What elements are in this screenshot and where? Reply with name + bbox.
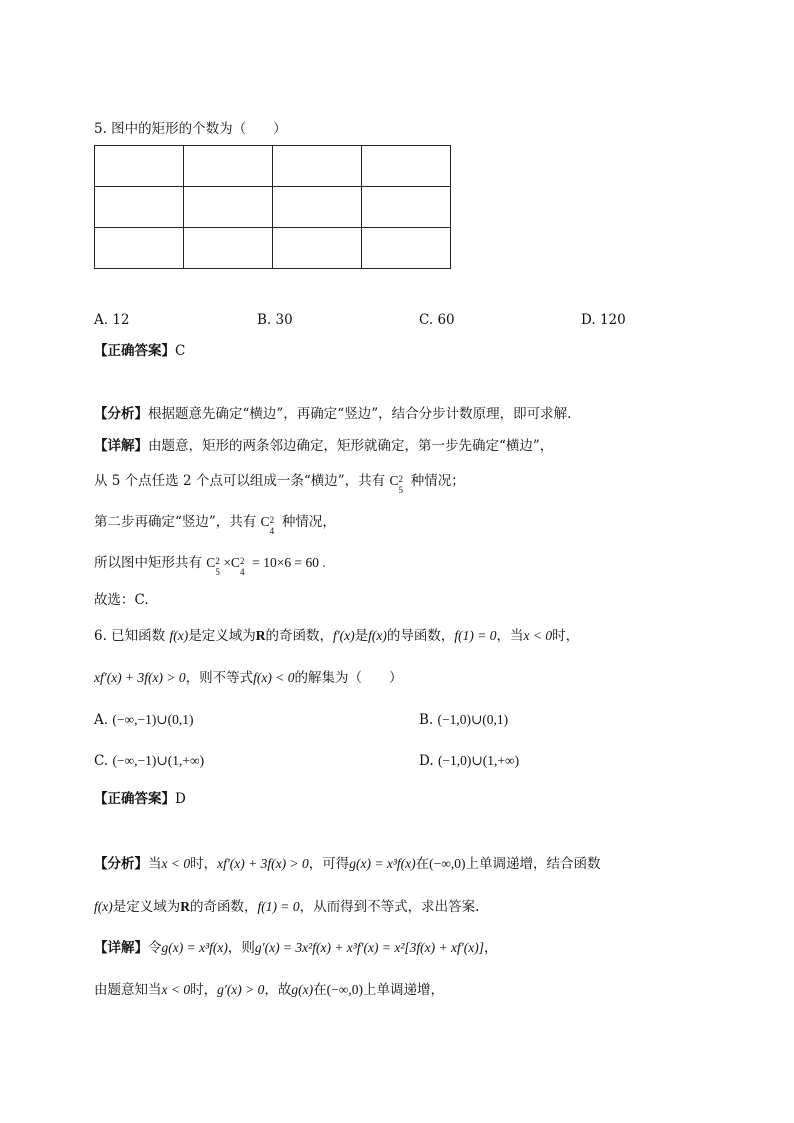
option-key: B. xyxy=(257,312,276,328)
stem-text: 的导函数， xyxy=(386,628,455,644)
stem-text: 时， xyxy=(552,628,580,644)
grid-cell xyxy=(273,146,362,187)
option-text: (−1,0)∪(1,+∞) xyxy=(437,753,520,768)
math-condition: xf′(x) + 3f(x) > 0 xyxy=(217,856,309,871)
grid-cell xyxy=(184,146,273,187)
q5-detail-line-3 xyxy=(94,512,336,536)
detail-text: 时， xyxy=(190,982,218,998)
math-x-lt-0: x < 0 xyxy=(161,982,191,997)
q5-detail-line-4 xyxy=(94,553,326,577)
q5-analysis xyxy=(94,404,571,424)
stem-text: ，当 xyxy=(496,628,524,644)
q5-option-d xyxy=(581,310,626,330)
q6-option-a xyxy=(94,710,194,730)
analysis-label: 【分析】 xyxy=(94,856,148,872)
detail-text: ，则 xyxy=(227,940,255,956)
option-key: D. xyxy=(419,753,434,769)
detail-text: 由题意，矩形的两条邻边确定，矩形就确定，第一步先确定“横边”， xyxy=(148,438,554,454)
detail-text: 在 xyxy=(313,982,327,998)
option-key: D. xyxy=(581,312,600,328)
analysis-label: 【分析】 xyxy=(94,406,148,422)
detail-text: 所以图中矩形共有 xyxy=(94,555,202,571)
stem-text: 是定义域为 xyxy=(188,628,256,644)
option-text: (−∞,−1)∪(1,+∞) xyxy=(112,753,205,768)
detail-text: 令 xyxy=(148,940,162,956)
stem-text: ，则不等式 xyxy=(185,670,254,686)
q6-option-d xyxy=(419,751,519,771)
math-f1: f(1) = 0 xyxy=(454,628,497,643)
option-key: B. xyxy=(419,712,434,728)
option-text: (−∞,−1)∪(0,1) xyxy=(112,712,194,727)
detail-label: 【详解】 xyxy=(94,940,148,956)
answer-label: 【正确答案】 xyxy=(94,343,175,359)
q5-answer xyxy=(94,341,185,361)
option-text: 30 xyxy=(275,312,293,328)
option-key: A. xyxy=(94,312,113,328)
detail-text: ， xyxy=(483,940,498,956)
stem-text: 是 xyxy=(354,628,369,644)
math-fpx: f′(x) xyxy=(332,628,355,643)
grid-cell xyxy=(273,187,362,228)
analysis-text: 在 xyxy=(415,856,430,872)
q5-conclusion: 故选：C. xyxy=(94,592,149,608)
math-fx: f(x) xyxy=(94,899,113,914)
grid-cell xyxy=(95,228,184,269)
detail-label: 【详解】 xyxy=(94,438,148,454)
math-f1: f(1) = 0 xyxy=(257,899,300,914)
math-x-lt-0: x < 0 xyxy=(161,856,191,871)
q5-detail-line-2 xyxy=(94,471,465,495)
math-inequality: f(x) < 0 xyxy=(253,670,295,685)
math-fx: f(x) xyxy=(169,628,189,643)
option-key: A. xyxy=(94,712,109,728)
stem-text: 的奇函数， xyxy=(265,628,333,644)
math-gx: g(x) xyxy=(291,982,314,997)
grid-cell xyxy=(273,228,362,269)
math-derivative: g′(x) = 3x²f(x) + x³f′(x) = x²[3f(x) + xf′(x)] xyxy=(254,940,484,955)
detail-text: 从 5 个点任选 2 个点可以组成一条“横边”，共有 xyxy=(94,473,386,489)
detail-text: 种情况， xyxy=(281,514,336,530)
math-gx: g(x) = x³f(x) xyxy=(349,856,416,871)
option-text: 60 xyxy=(437,312,455,328)
q6-stem-line-2 xyxy=(94,668,402,688)
option-key: C. xyxy=(94,753,109,769)
grid-cell xyxy=(362,228,451,269)
detail-text: 种情况； xyxy=(410,473,465,489)
detail-text: = 10×6 = 60 . xyxy=(252,555,326,570)
detail-text: 第二步再确定“竖边”，共有 xyxy=(94,514,257,530)
combination-c42: C 2 4 xyxy=(260,514,275,536)
q6-analysis-line-1 xyxy=(94,854,600,874)
analysis-text: 的奇函数， xyxy=(189,899,258,915)
detail-text: 上单调递增， xyxy=(363,982,444,998)
q6-detail-line-1 xyxy=(94,938,497,958)
q6-answer xyxy=(94,789,186,809)
math-gpx: g′(x) > 0 xyxy=(217,982,265,997)
q5-detail-line-1 xyxy=(94,436,553,456)
analysis-text: 时， xyxy=(190,856,218,872)
math-R: R xyxy=(255,628,266,643)
combination-c52: C 2 5 xyxy=(389,473,403,495)
detail-text: ，故 xyxy=(264,982,292,998)
q5-option-a xyxy=(94,310,130,330)
grid-cell xyxy=(184,187,273,228)
analysis-text: ，从而得到不等式，求出答案. xyxy=(299,899,480,915)
math-gx: g(x) = x³f(x) xyxy=(161,940,228,955)
grid-cell xyxy=(184,228,273,269)
answer-value: D xyxy=(175,791,186,807)
option-text: 120 xyxy=(599,312,626,328)
math-condition: xf′(x) + 3f(x) > 0 xyxy=(94,670,186,685)
q6-analysis-line-2 xyxy=(94,897,479,917)
analysis-text: ，可得 xyxy=(308,856,350,872)
combination-product: C 2 5 ×C 2 4 xyxy=(206,555,245,577)
grid-cell xyxy=(362,187,451,228)
q6-detail-line-2 xyxy=(94,980,444,1000)
math-x-lt-0: x < 0 xyxy=(523,628,553,643)
stem-text: 6. 已知函数 xyxy=(94,628,166,644)
q6-stem-line-1 xyxy=(94,626,579,646)
option-key: C. xyxy=(419,312,438,328)
rectangle-grid-figure xyxy=(94,145,451,269)
grid-row xyxy=(95,228,451,269)
stem-text: 的解集为（ ） xyxy=(294,670,403,686)
analysis-text: 是定义域为 xyxy=(112,899,181,915)
option-text: 12 xyxy=(112,312,130,328)
q5-option-b xyxy=(257,310,293,330)
q6-option-b xyxy=(419,710,508,730)
analysis-text: 根据题意先确定“横边”，再确定“竖边”，结合分步计数原理，即可求解. xyxy=(148,406,572,422)
answer-value: C xyxy=(175,343,186,359)
grid-row xyxy=(95,187,451,228)
analysis-text: 上单调递增，结合函数 xyxy=(465,856,601,872)
q5-option-c xyxy=(419,310,455,330)
grid-cell xyxy=(95,146,184,187)
detail-text: 由题意知当 xyxy=(94,982,162,998)
math-fx: f(x) xyxy=(368,628,387,643)
grid-row xyxy=(95,146,451,187)
math-interval: (−∞,0) xyxy=(326,982,363,997)
q6-option-c xyxy=(94,751,204,771)
answer-label: 【正确答案】 xyxy=(94,791,175,807)
option-text: (−1,0)∪(0,1) xyxy=(437,712,509,727)
math-R: R xyxy=(180,899,190,914)
math-interval: (−∞,0) xyxy=(429,856,466,871)
grid-cell xyxy=(362,146,451,187)
analysis-text: 当 xyxy=(148,856,162,872)
grid-cell xyxy=(95,187,184,228)
q5-stem: 5. 图中的矩形的个数为（ ） xyxy=(94,121,287,137)
